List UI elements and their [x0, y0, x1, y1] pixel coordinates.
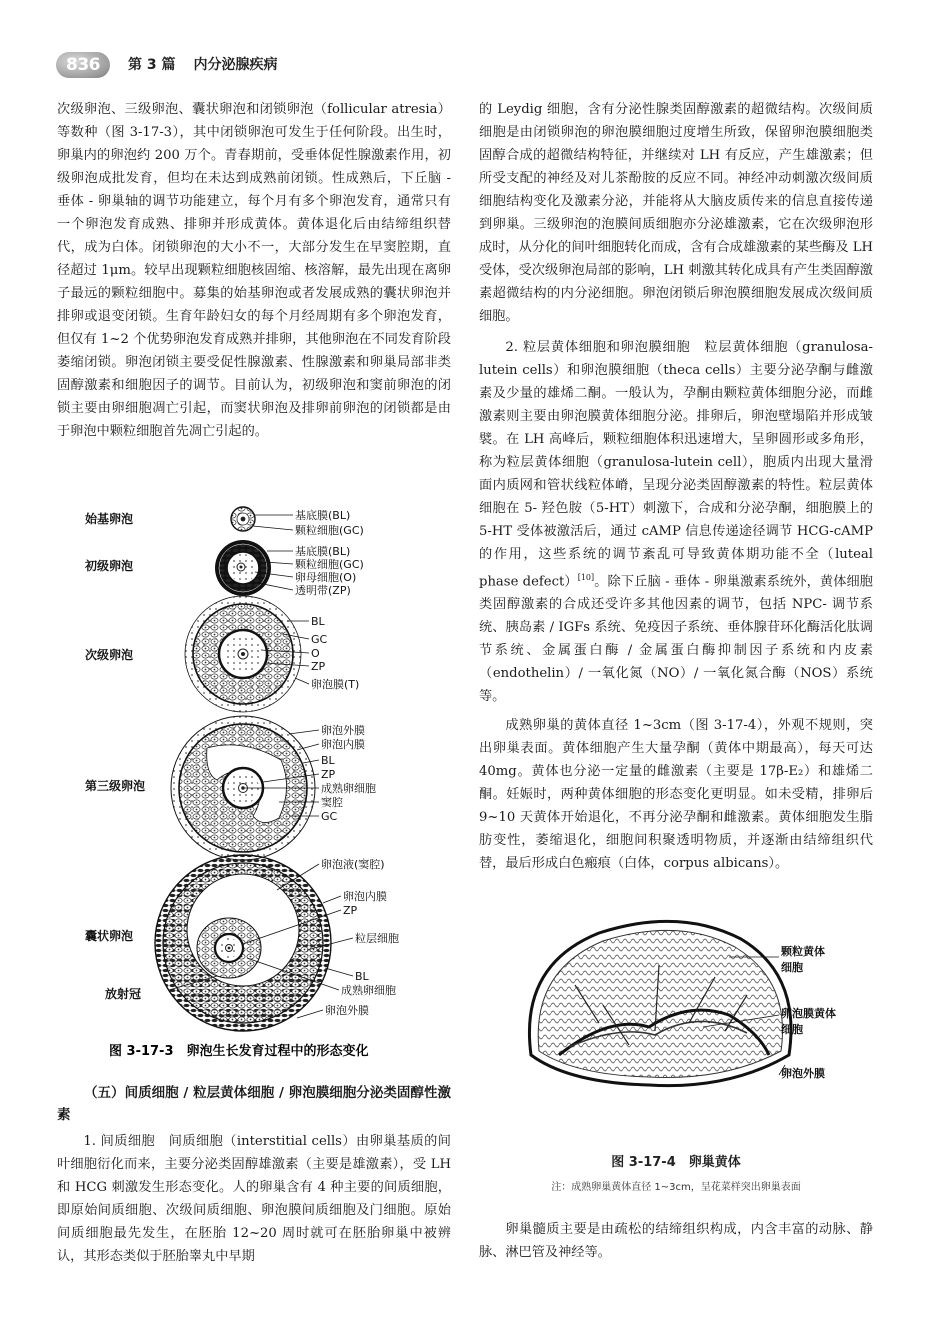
figure-caption: 图 3-17-3 卵泡生长发育过程中的形态变化	[109, 1044, 369, 1058]
primordial-follicle-drawing	[231, 507, 293, 531]
figure-label: 卵泡膜黄体	[781, 1007, 836, 1020]
figure-label: GC	[321, 810, 338, 823]
figure-label: GC	[311, 633, 328, 646]
figure-label: O	[311, 647, 320, 660]
stage-label: 始基卵泡	[85, 512, 134, 526]
figure-label: 基底膜(BL)	[295, 509, 351, 522]
figure-label: 细胞	[781, 1023, 803, 1036]
paragraph: 次级卵泡、三级卵泡、囊状卵泡和闭锁卵泡（follicular atresia）等数种（图 3-17-3），其中闭锁卵泡可发生于任何阶段。出生时，卵巢内的卵泡约 200 万个。青春期前，受垂体促性腺激素作用，初级卵泡成批发育，但均在未达到成熟前闭锁。性成熟后，下丘脑 - 垂体 - 卵巢轴的调节功能建立，每个月有多个卵泡发育，通常只有一个卵泡发育成熟、排卵并形成黄体。黄体退化后由结缔组织替代，成为白体。闭锁卵泡的大小不一，大部分发生在早窦腔期，直径超过 1μm。较早出现颗粒细胞核固缩、核溶解，最先出现在离卵子最远的颗粒细胞中。募集的始基卵泡或者发展成熟的囊状卵泡并排卵或退变闭锁。生育年龄妇女的每个月经周期有多个卵泡发育，但仅有 1~2 个优势卵泡发育成熟并排卵，其他卵泡在不同发育阶段萎缩闭锁。卵泡闭锁主要受促性腺激素、性腺激素和卵巢局部非类固醇激素和细胞因子的调节。目前认为，初级卵泡和窦前卵泡的闭锁主要由卵细胞凋亡引起，而窦状卵泡及排卵前卵泡的闭锁都是由于卵泡中颗粒细胞首先凋亡引起的。	[57, 102, 451, 439]
left-column-lower	[57, 1082, 451, 1272]
figure-label: BL	[311, 615, 325, 628]
paragraph: 1. 间质细胞 间质细胞（interstitial cells）由卵巢基质的间叶细胞衍化而来，主要分泌类固醇雄激素（主要是雄激素），受 LH 和 HCG 刺激发生形态变化。人的卵巢含有 4 种主要的间质细胞，即原始间质细胞、次级间质细胞、卵泡膜间质细胞及门细胞。原始间质细胞最先发生，在胚胎 12~20 周时就可在胚胎卵巢中被辨认，其形态类似于胚胎睾丸中早期	[57, 1134, 451, 1264]
stage-label: 囊状卵泡	[85, 929, 134, 943]
figure-label: BL	[355, 970, 369, 983]
stage-label: 次级卵泡	[85, 648, 134, 662]
right-column-lower	[479, 1218, 873, 1268]
figure-label: 卵母细胞(O)	[295, 571, 357, 584]
figure-label: 卵泡外膜	[325, 1004, 369, 1017]
paragraph: 的 Leydig 细胞，含有分泌性腺类固醇激素的超微结构。次级间质细胞是由闭锁卵泡的卵泡膜细胞过度增生所致，保留卵泡膜细胞类固醇合成的超微结构特征，并继续对 LH 有反应，产生雄激素；但所受支配的神经及对儿茶酚胺的反应不同。神经冲动刺激次级间质细胞结构变化及激素分泌，并能将从大脑皮质传来的信息直接传递到卵巢。三级卵泡的泡膜间质细胞亦分泌雄激素，它在次级卵泡形成时，从分化的间叶细胞转化而成，含有合成雄激素的某些酶及 LH 受体，受次级卵泡局部的影响，LH 刺激其转化成具有产生类固醇激素超微结构的内分泌细胞。卵泡闭锁后卵泡膜细胞发展成次级间质细胞。	[479, 102, 873, 324]
antral-follicle-drawing	[155, 855, 353, 1031]
figure-label: 窦腔	[321, 796, 343, 809]
figure-label: BL	[321, 754, 335, 767]
tertiary-follicle-drawing	[171, 716, 319, 860]
right-column	[479, 98, 873, 879]
figure-label: 颗粒细胞(GC)	[295, 524, 364, 537]
page-header	[56, 52, 916, 80]
corpus-luteum-drawing	[529, 921, 791, 1085]
figure-label: 成熟卵细胞	[341, 984, 396, 997]
reference-marker: [10]	[577, 573, 595, 582]
figure-label: 颗粒黄体	[781, 945, 825, 958]
figure-label: 卵泡外膜	[781, 1067, 825, 1080]
secondary-follicle-drawing	[185, 596, 309, 712]
paragraph-text: 。除下丘脑 - 垂体 - 卵巢激素系统外，黄体细胞类固醇激素的合成还受许多其他因素的调节，包括 NPC- 调节系统、胰岛素 / IGFs 系统、免疫因子系统、垂体腺苷环化酶活化肽调节系统、金属蛋白酶 / 金属蛋白酶抑制因子系统和内皮素（endothelin）/ 一氧化氮（NO）/ 一氧化氮合酶（NOS）系统等。	[479, 574, 873, 705]
left-column	[57, 98, 451, 447]
figure-label: 基底膜(BL)	[295, 545, 351, 558]
figure-follicle-development	[57, 498, 451, 1058]
figure-label: 成熟卵细胞	[321, 782, 376, 795]
figure-note: 注：成熟卵巢黄体直径 1~3cm，呈花菜样突出卵巢表面	[551, 1182, 801, 1193]
paragraph: 卵巢髓质主要是由疏松的结缔组织构成，内含丰富的动脉、静脉、淋巴管及神经等。	[479, 1222, 873, 1260]
stage-label: 第三级卵泡	[85, 779, 146, 793]
stage-label: 放射冠	[105, 987, 142, 1001]
primary-follicle-drawing	[215, 540, 293, 596]
paragraph: 成熟卵巢的黄体直径 1~3cm（图 3-17-4），外观不规则，突出卵巢表面。黄体细胞产生大量孕酮（黄体中期最高），每天可达 40mg。黄体也分泌一定量的雌激素（主要是 17β-E₂）和雄烯二酮。妊娠时，两种黄体细胞的形态变化更明显。如未受精，排卵后 9~10 天黄体开始退化，不再分泌孕酮和雌激素。黄体细胞发生脂肪变性，萎缩退化，细胞间积聚透明物质，并逐渐由结缔组织代替，最后形成白色瘢痕（白体，corpus albicans）。	[479, 718, 873, 872]
figure-label: 卵泡膜(T)	[311, 678, 360, 691]
part-number: 第 3 篇	[128, 57, 176, 73]
figure-label: 卵泡内膜	[343, 890, 387, 903]
figure-label: 粒层细胞	[355, 932, 399, 945]
running-head	[128, 54, 278, 74]
figure-label: 透明带(ZP)	[295, 584, 351, 597]
figure-label: 卵泡外膜	[321, 724, 365, 737]
figure-label: ZP	[321, 768, 336, 781]
section-subheading: （五）间质细胞 / 粒层黄体细胞 / 卵泡膜细胞分泌类固醇性激素	[57, 1085, 451, 1123]
figure-corpus-luteum	[479, 905, 873, 1095]
figure-caption: 图 3-17-4 卵巢黄体	[611, 1155, 741, 1170]
figure-label: 卵泡液(窦腔)	[321, 858, 385, 871]
paragraph-text: 2. 粒层黄体细胞和卵泡膜细胞 粒层黄体细胞（granulosa-lutein cells）和卵泡膜细胞（theca cells）主要分泌孕酮与雌激素及少量的雄烯二酮。一般认为，孕酮由颗粒黄体细胞分泌，而雌激素则主要由卵泡膜黄体细胞分泌。排卵后，卵泡壁塌陷并形成皱襞。在 LH 高峰后，颗粒细胞体积迅速增大，呈卵圆形或多角形，称为粒层黄体细胞（granulosa-lutein cell），胞质内出现大量滑面内质网和管状线粒体嵴，呈现分泌类固醇激素的特性。粒层黄体细胞在 5- 羟色胺（5-HT）刺激下，合成和分泌孕酮，细胞膜上的 5-HT 受体被激活后，通过 cAMP 信息传递途径调节 HCG-cAMP 的作用，这些系统的调节紊乱可导致黄体期功能不全（luteal phase defect）	[479, 340, 873, 590]
stage-label: 初级卵泡	[85, 559, 134, 573]
figure-label: ZP	[343, 904, 358, 917]
page-number-badge: 836	[56, 52, 110, 78]
paragraph	[479, 336, 873, 708]
figure-label: ZP	[311, 660, 326, 673]
figure-label: 细胞	[781, 961, 803, 974]
figure-label: 颗粒细胞(GC)	[295, 558, 364, 571]
figure-caption-block	[479, 1151, 873, 1193]
figure-label: 卵泡内膜	[321, 738, 365, 751]
part-title: 内分泌腺疾病	[193, 57, 278, 73]
